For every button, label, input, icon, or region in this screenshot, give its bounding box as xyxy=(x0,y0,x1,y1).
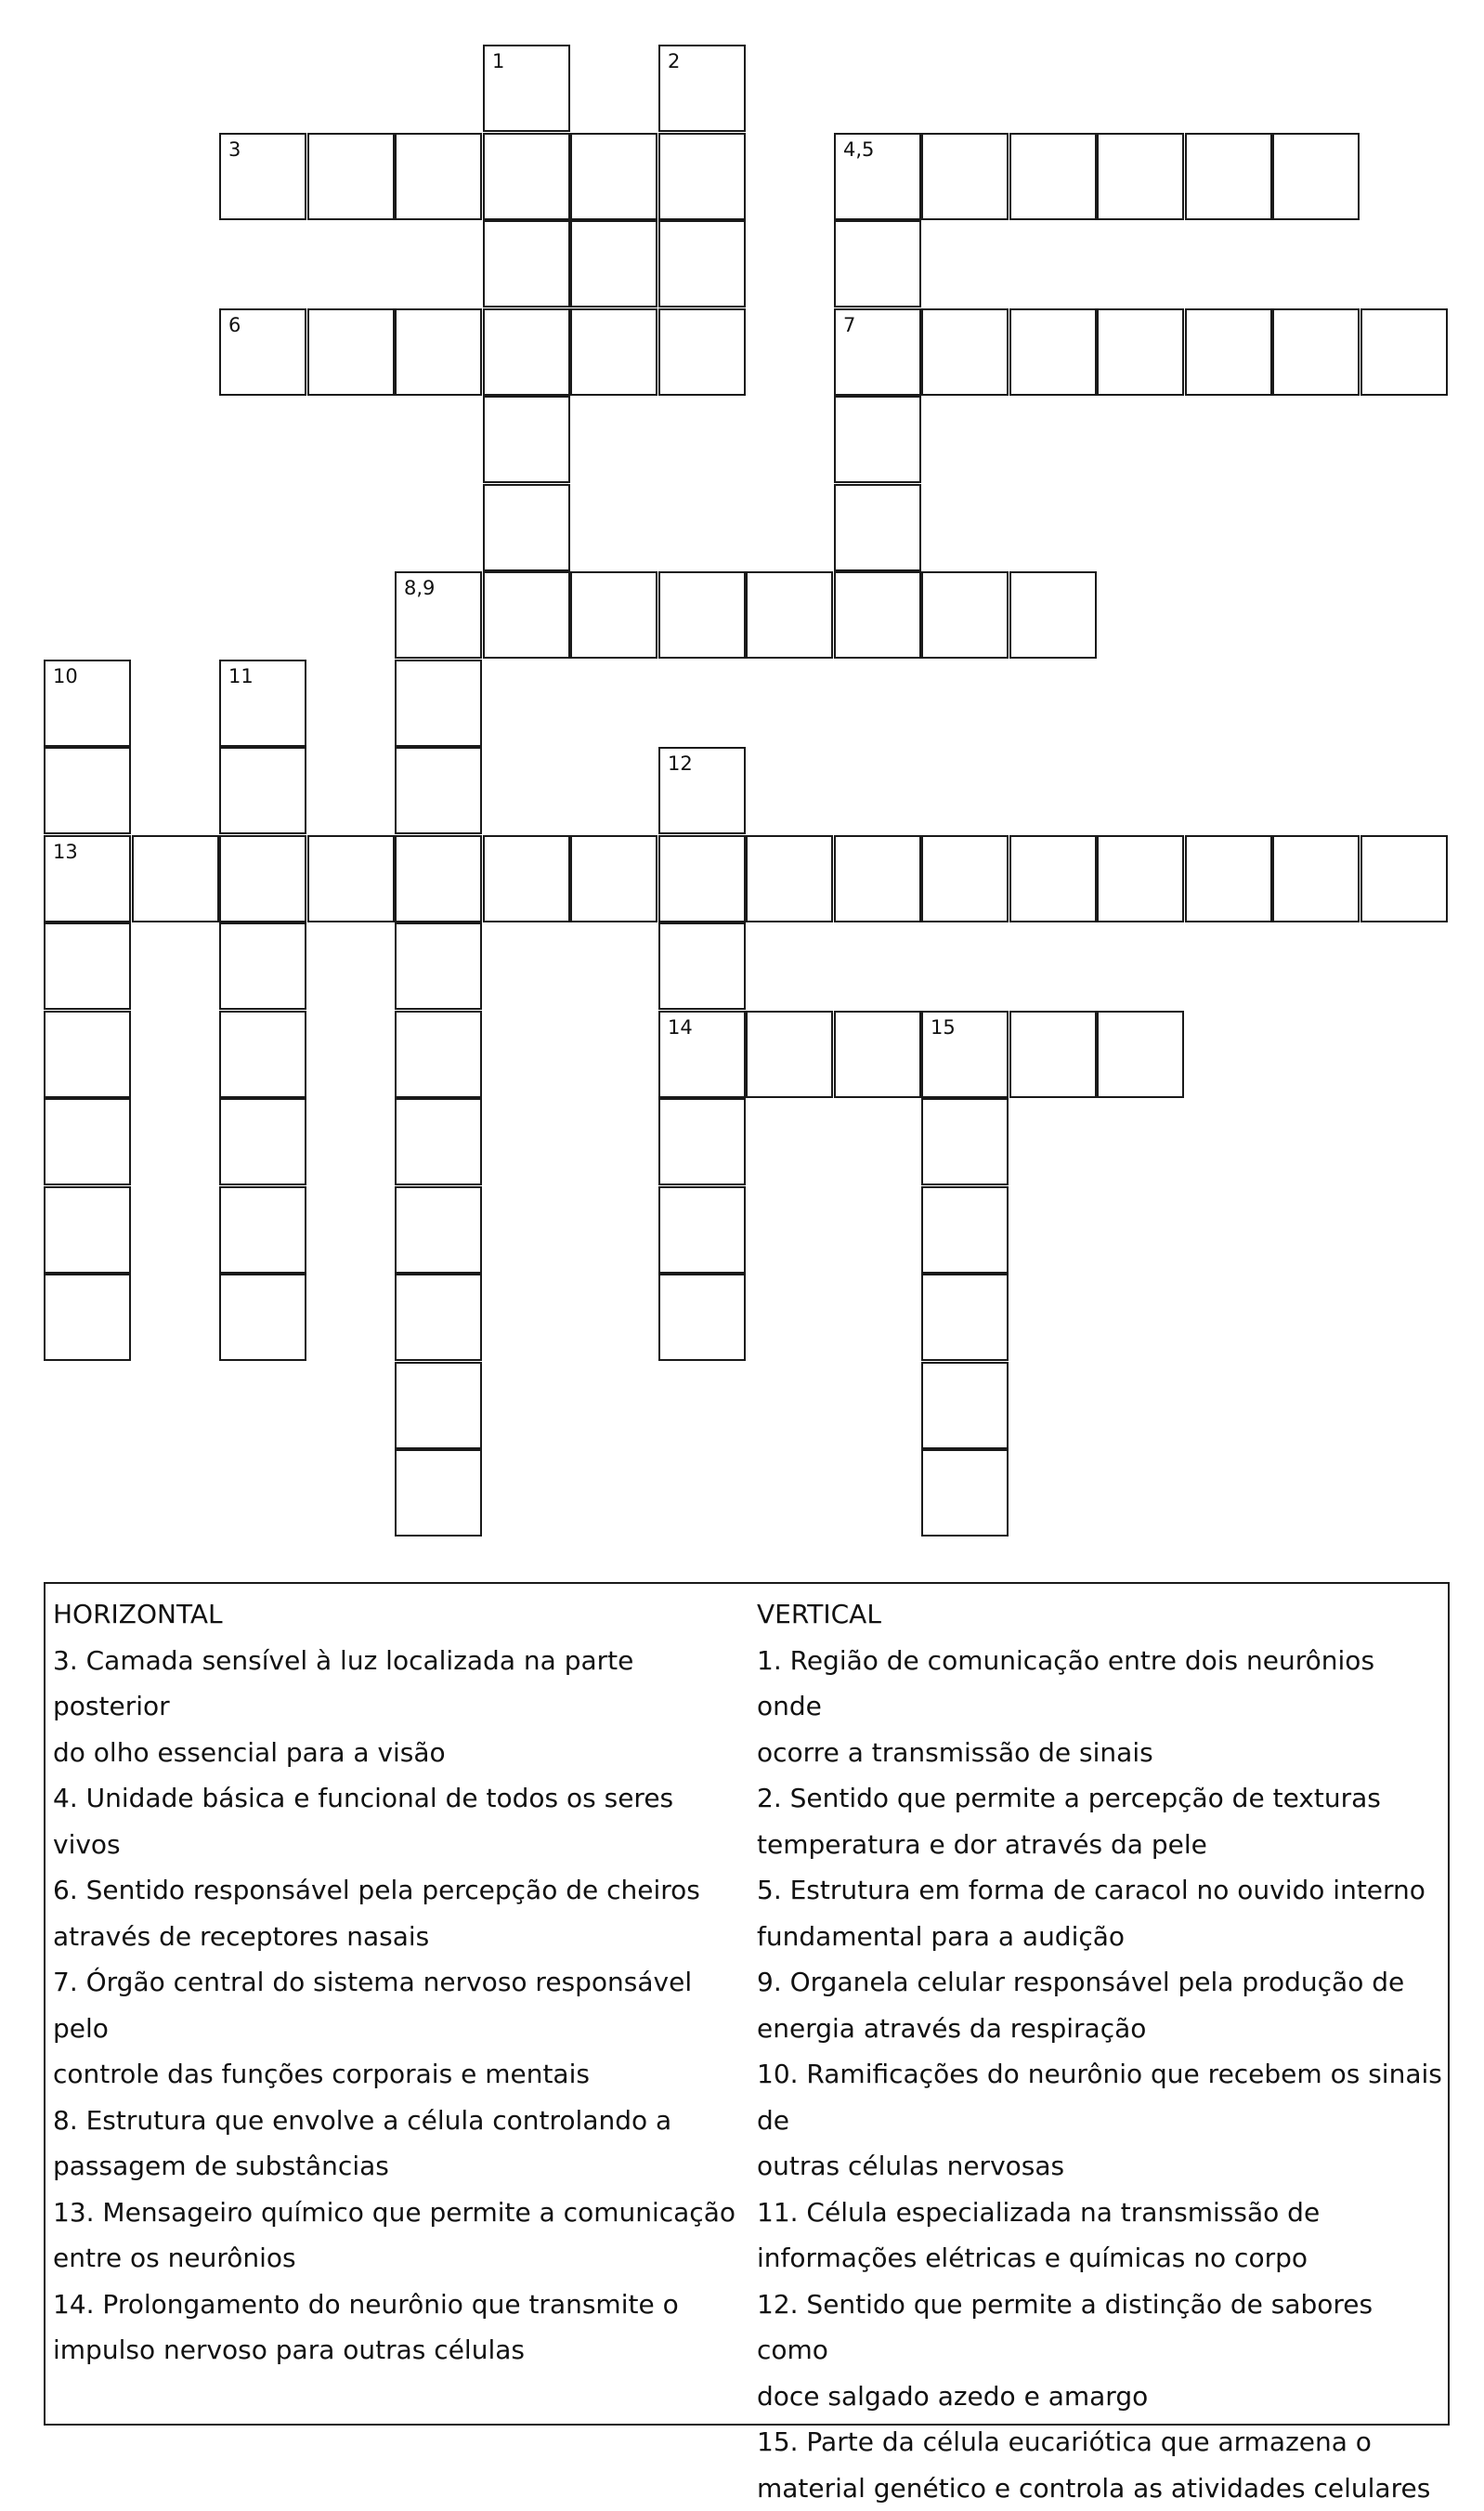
grid-cell[interactable] xyxy=(834,571,921,659)
grid-cell[interactable] xyxy=(921,571,1009,659)
clue-number: 13 xyxy=(53,843,78,862)
grid-cell[interactable] xyxy=(483,133,570,220)
vertical-clue-line: ocorre a transmissão de sinais xyxy=(757,1730,1444,1776)
grid-cell[interactable] xyxy=(307,308,395,396)
grid-cell[interactable] xyxy=(219,133,306,220)
clue-number: 3 xyxy=(228,140,241,160)
grid-cell[interactable] xyxy=(834,1011,921,1098)
grid-cell[interactable] xyxy=(132,835,219,922)
grid-cell[interactable] xyxy=(219,660,306,747)
grid-cell[interactable] xyxy=(395,1186,482,1274)
grid-cell[interactable] xyxy=(483,308,570,396)
horizontal-clue-line: 4. Unidade básica e funcional de todos os seres vivos xyxy=(53,1775,745,1867)
vertical-clue-line: 2. Sentido que permite a percepção de texturas xyxy=(757,1775,1444,1822)
grid-cell[interactable] xyxy=(1185,133,1272,220)
vertical-clue-line: temperatura e dor através da pele xyxy=(757,1822,1444,1868)
grid-cell[interactable] xyxy=(483,484,570,571)
grid-cell[interactable] xyxy=(570,835,657,922)
grid-cell[interactable] xyxy=(1097,835,1184,922)
grid-cell[interactable] xyxy=(658,922,746,1010)
grid-cell[interactable] xyxy=(834,133,921,220)
grid-cell[interactable] xyxy=(219,1098,306,1185)
clue-number: 4,5 xyxy=(843,140,874,160)
grid-cell[interactable] xyxy=(483,220,570,307)
vertical-clue-line: informações elétricas e químicas no corpo xyxy=(757,2235,1444,2282)
grid-cell[interactable] xyxy=(658,1011,746,1098)
horizontal-clue-heading: HORIZONTAL xyxy=(53,1591,745,1638)
grid-cell[interactable] xyxy=(395,1362,482,1449)
grid-cell[interactable] xyxy=(44,1011,131,1098)
grid-cell[interactable] xyxy=(1185,308,1272,396)
grid-cell[interactable] xyxy=(746,835,833,922)
grid-cell[interactable] xyxy=(746,1011,833,1098)
clue-number: 10 xyxy=(53,667,78,687)
vertical-clue-line: 11. Célula especializada na transmissão de xyxy=(757,2190,1444,2236)
grid-cell[interactable] xyxy=(658,1098,746,1185)
grid-cell[interactable] xyxy=(395,1098,482,1185)
grid-cell[interactable] xyxy=(570,133,657,220)
grid-cell[interactable] xyxy=(658,308,746,396)
grid-cell[interactable] xyxy=(307,835,395,922)
grid-cell[interactable] xyxy=(44,1274,131,1361)
horizontal-clue-line: 13. Mensageiro químico que permite a comunicação xyxy=(53,2190,745,2236)
grid-cell[interactable] xyxy=(921,1274,1009,1361)
grid-cell[interactable] xyxy=(570,308,657,396)
vertical-clue-line: 9. Organela celular responsável pela produção de xyxy=(757,1959,1444,2006)
grid-cell[interactable] xyxy=(219,1274,306,1361)
vertical-clue-line: energia através da respiração xyxy=(757,2006,1444,2052)
grid-cell[interactable] xyxy=(44,1186,131,1274)
grid-cell[interactable] xyxy=(1009,308,1097,396)
vertical-clue-line: 10. Ramificações do neurônio que recebem os sinais de xyxy=(757,2051,1444,2143)
grid-cell[interactable] xyxy=(219,308,306,396)
grid-cell[interactable] xyxy=(395,1011,482,1098)
grid-cell[interactable] xyxy=(1360,835,1448,922)
grid-cell[interactable] xyxy=(746,571,833,659)
horizontal-clue-line: 14. Prolongamento do neurônio que transmite o xyxy=(53,2282,745,2328)
grid-cell[interactable] xyxy=(1272,835,1360,922)
horizontal-clue-line: passagem de substâncias xyxy=(53,2143,745,2190)
horizontal-clue-line: do olho essencial para a visão xyxy=(53,1730,745,1776)
grid-cell[interactable] xyxy=(395,1274,482,1361)
grid-cell[interactable] xyxy=(483,396,570,483)
grid-cell[interactable] xyxy=(44,660,131,747)
grid-cell[interactable] xyxy=(395,747,482,834)
grid-cell[interactable] xyxy=(483,571,570,659)
grid-cell[interactable] xyxy=(658,1186,746,1274)
grid-cell[interactable] xyxy=(834,835,921,922)
grid-cell[interactable] xyxy=(1009,133,1097,220)
grid-cell[interactable] xyxy=(44,835,131,922)
grid-cell[interactable] xyxy=(1185,835,1272,922)
grid-cell[interactable] xyxy=(44,922,131,1010)
grid-cell[interactable] xyxy=(219,1011,306,1098)
grid-cell[interactable] xyxy=(658,45,746,132)
grid-cell[interactable] xyxy=(1097,308,1184,396)
grid-cell[interactable] xyxy=(834,396,921,483)
grid-cell[interactable] xyxy=(834,308,921,396)
grid-cell[interactable] xyxy=(921,133,1009,220)
grid-cell[interactable] xyxy=(570,571,657,659)
grid-cell[interactable] xyxy=(219,1186,306,1274)
grid-cell[interactable] xyxy=(395,1449,482,1537)
clue-number: 8,9 xyxy=(404,579,435,598)
clue-number: 7 xyxy=(843,316,855,335)
grid-cell[interactable] xyxy=(921,308,1009,396)
grid-cell[interactable] xyxy=(1272,308,1360,396)
grid-cell[interactable] xyxy=(44,1098,131,1185)
grid-cell[interactable] xyxy=(658,1274,746,1361)
grid-cell[interactable] xyxy=(921,1011,1009,1098)
grid-cell[interactable] xyxy=(921,1362,1009,1449)
grid-cell[interactable] xyxy=(44,747,131,834)
grid-cell[interactable] xyxy=(1097,1011,1184,1098)
horizontal-clue-line: 7. Órgão central do sistema nervoso responsável pelo xyxy=(53,1959,745,2051)
grid-cell[interactable] xyxy=(834,484,921,571)
vertical-clue-line: outras células nervosas xyxy=(757,2143,1444,2190)
grid-cell[interactable] xyxy=(658,835,746,922)
grid-cell[interactable] xyxy=(395,835,482,922)
vertical-clue-line: 1. Região de comunicação entre dois neurônios onde xyxy=(757,1638,1444,1730)
grid-cell[interactable] xyxy=(219,835,306,922)
vertical-clue-line: 12. Sentido que permite a distinção de sabores como xyxy=(757,2282,1444,2374)
horizontal-clue-line: 6. Sentido responsável pela percepção de cheiros xyxy=(53,1867,745,1914)
vertical-clues xyxy=(757,1591,1444,2511)
clue-number: 14 xyxy=(668,1018,693,1038)
grid-cell[interactable] xyxy=(658,133,746,220)
grid-cell[interactable] xyxy=(1360,308,1448,396)
vertical-clue-line: material genético e controla as atividades celulares xyxy=(757,2465,1444,2511)
clue-number: 11 xyxy=(228,667,254,687)
grid-cell[interactable] xyxy=(658,571,746,659)
grid-cell[interactable] xyxy=(570,220,657,307)
vertical-clue-line: 5. Estrutura em forma de caracol no ouvido interno xyxy=(757,1867,1444,1914)
grid-cell[interactable] xyxy=(1009,835,1097,922)
grid-cell[interactable] xyxy=(219,747,306,834)
grid-cell[interactable] xyxy=(834,220,921,307)
grid-cell[interactable] xyxy=(1272,133,1360,220)
clue-number: 6 xyxy=(228,316,241,335)
grid-cell[interactable] xyxy=(395,133,482,220)
grid-cell[interactable] xyxy=(395,571,482,659)
grid-cell[interactable] xyxy=(921,1098,1009,1185)
grid-cell[interactable] xyxy=(1009,571,1097,659)
horizontal-clues xyxy=(53,1591,745,2374)
grid-cell[interactable] xyxy=(1009,1011,1097,1098)
grid-cell[interactable] xyxy=(395,922,482,1010)
grid-cell[interactable] xyxy=(658,747,746,834)
horizontal-clue-line: 3. Camada sensível à luz localizada na parte posterior xyxy=(53,1638,745,1730)
clue-number: 15 xyxy=(931,1018,956,1038)
horizontal-clue-line: impulso nervoso para outras células xyxy=(53,2327,745,2374)
clue-number: 1 xyxy=(492,52,504,72)
horizontal-clue-line: controle das funções corporais e mentais xyxy=(53,2051,745,2098)
clue-number: 12 xyxy=(668,754,693,774)
horizontal-clue-line: entre os neurônios xyxy=(53,2235,745,2282)
grid-cell[interactable] xyxy=(307,133,395,220)
grid-cell[interactable] xyxy=(483,835,570,922)
grid-cell[interactable] xyxy=(483,45,570,132)
vertical-clue-line: doce salgado azedo e amargo xyxy=(757,2374,1444,2420)
clues-box xyxy=(44,1582,1450,2426)
grid-cell[interactable] xyxy=(1097,133,1184,220)
grid-cell[interactable] xyxy=(219,922,306,1010)
grid-cell[interactable] xyxy=(395,308,482,396)
horizontal-clue-line: 8. Estrutura que envolve a célula controlando a xyxy=(53,2098,745,2144)
vertical-clue-heading: VERTICAL xyxy=(757,1591,1444,1638)
horizontal-clue-line: através de receptores nasais xyxy=(53,1914,745,1960)
vertical-clue-line: fundamental para a audição xyxy=(757,1914,1444,1960)
vertical-clue-line: 15. Parte da célula eucariótica que armazena o xyxy=(757,2419,1444,2465)
grid-cell[interactable] xyxy=(921,835,1009,922)
clue-number: 2 xyxy=(668,52,680,72)
grid-cell[interactable] xyxy=(658,220,746,307)
grid-cell[interactable] xyxy=(921,1449,1009,1537)
grid-cell[interactable] xyxy=(921,1186,1009,1274)
grid-cell[interactable] xyxy=(395,660,482,747)
